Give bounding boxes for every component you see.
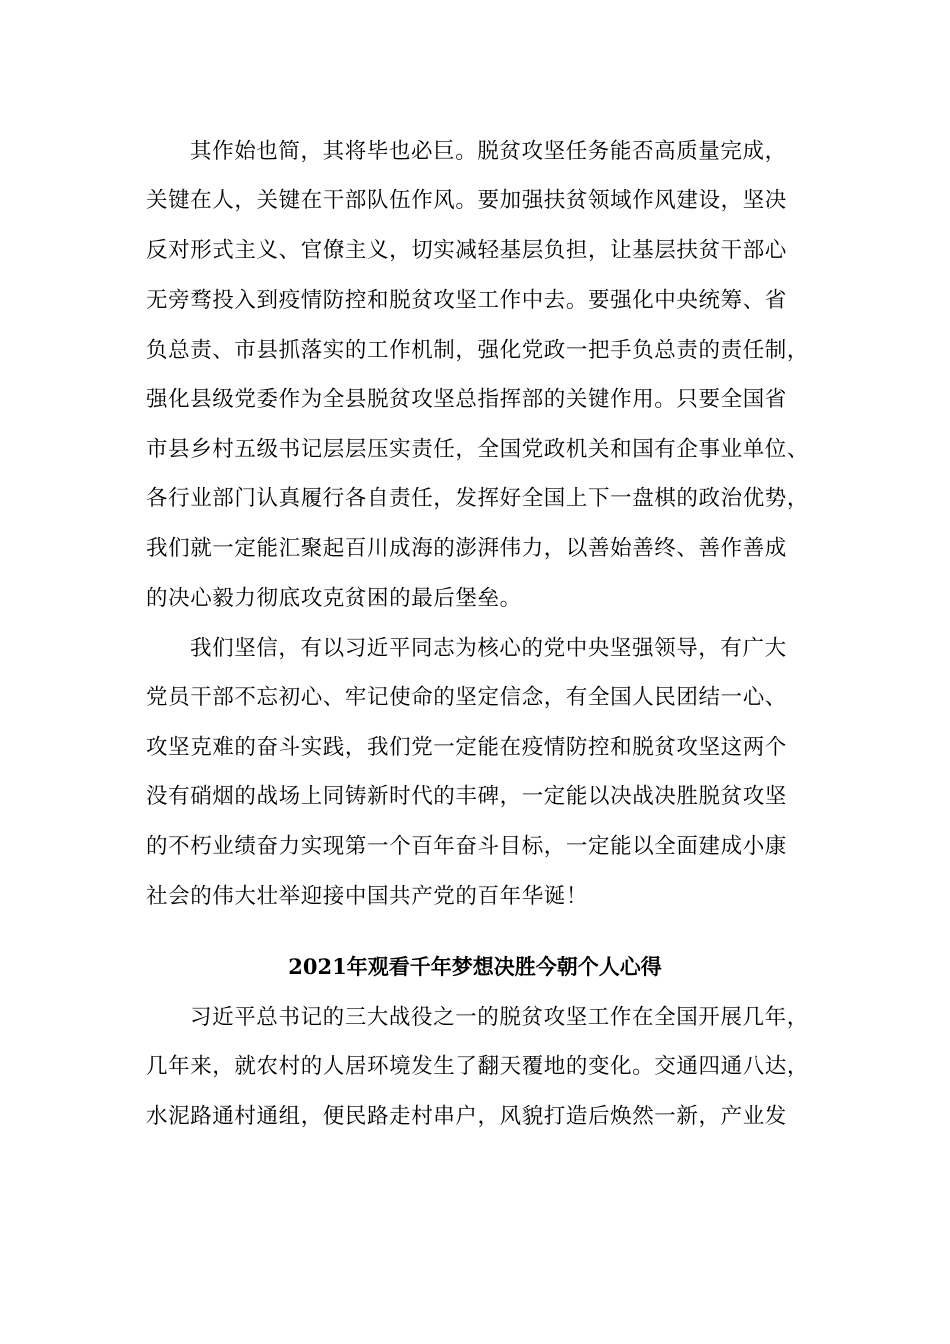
- paragraph-2-line-3: 攻坚克难的奋斗实践，我们党一定能在疫情防控和脱贫攻坚这两个: [146, 735, 787, 760]
- paragraph-2-line-2: 党员干部不忘初心、牢记使命的坚定信念，有全国人民团结一心、: [146, 685, 787, 710]
- paragraph-1-line-1: 其作始也简，其将毕也必巨。脱贫攻坚任务能否高质量完成，: [190, 139, 787, 164]
- paragraph-3-line-1: 习近平总书记的三大战役之一的脱贫攻坚工作在全国开展几年，: [190, 1005, 809, 1030]
- paragraph-1-line-8: 各行业部门认真履行各自责任，发挥好全国上下一盘棋的政治优势，: [146, 486, 810, 511]
- paragraph-1-line-3: 反对形式主义、官僚主义，切实减轻基层负担，让基层扶贫干部心: [146, 238, 787, 263]
- paragraph-3-line-3: 水泥路通村通组，便民路走村串户，风貌打造后焕然一新，产业发: [146, 1104, 787, 1129]
- paragraph-1-line-5: 负总责、市县抓落实的工作机制，强化党政一把手负总责的责任制，: [146, 338, 810, 363]
- paragraph-1-line-7: 市县乡村五级书记层层压实责任，全国党政机关和国有企事业单位、: [146, 437, 810, 462]
- paragraph-2-line-1: 我们坚信，有以习近平同志为核心的党中央坚强领导，有广大: [190, 636, 787, 661]
- section-title: 2021年观看千年梦想决胜今朝个人心得: [288, 954, 662, 979]
- paragraph-1-line-4: 无旁骛投入到疫情防控和脱贫攻坚工作中去。要强化中央统筹、省: [146, 288, 787, 313]
- paragraph-1-line-10: 的决心毅力彻底攻克贫困的最后堡垒。: [146, 586, 522, 611]
- paragraph-1-line-2: 关键在人，关键在干部队伍作风。要加强扶贫领域作风建设，坚决: [146, 188, 787, 213]
- paragraph-2-line-5: 的不朽业绩奋力实现第一个百年奋斗目标，一定能以全面建成小康: [146, 834, 787, 859]
- paragraph-2-line-4: 没有硝烟的战场上同铸新时代的丰碑，一定能以决战决胜脱贫攻坚: [146, 784, 787, 809]
- paragraph-2-line-6: 社会的伟大壮举迎接中国共产党的百年华诞！: [146, 884, 589, 909]
- paragraph-3-line-2: 几年来，就农村的人居环境发生了翻天覆地的变化。交通四通八达，: [146, 1054, 810, 1079]
- paragraph-1-line-6: 强化县级党委作为全县脱贫攻坚总指挥部的关键作用。只要全国省: [146, 387, 787, 412]
- paragraph-1-line-9: 我们就一定能汇聚起百川成海的澎湃伟力，以善始善终、善作善成: [146, 536, 787, 561]
